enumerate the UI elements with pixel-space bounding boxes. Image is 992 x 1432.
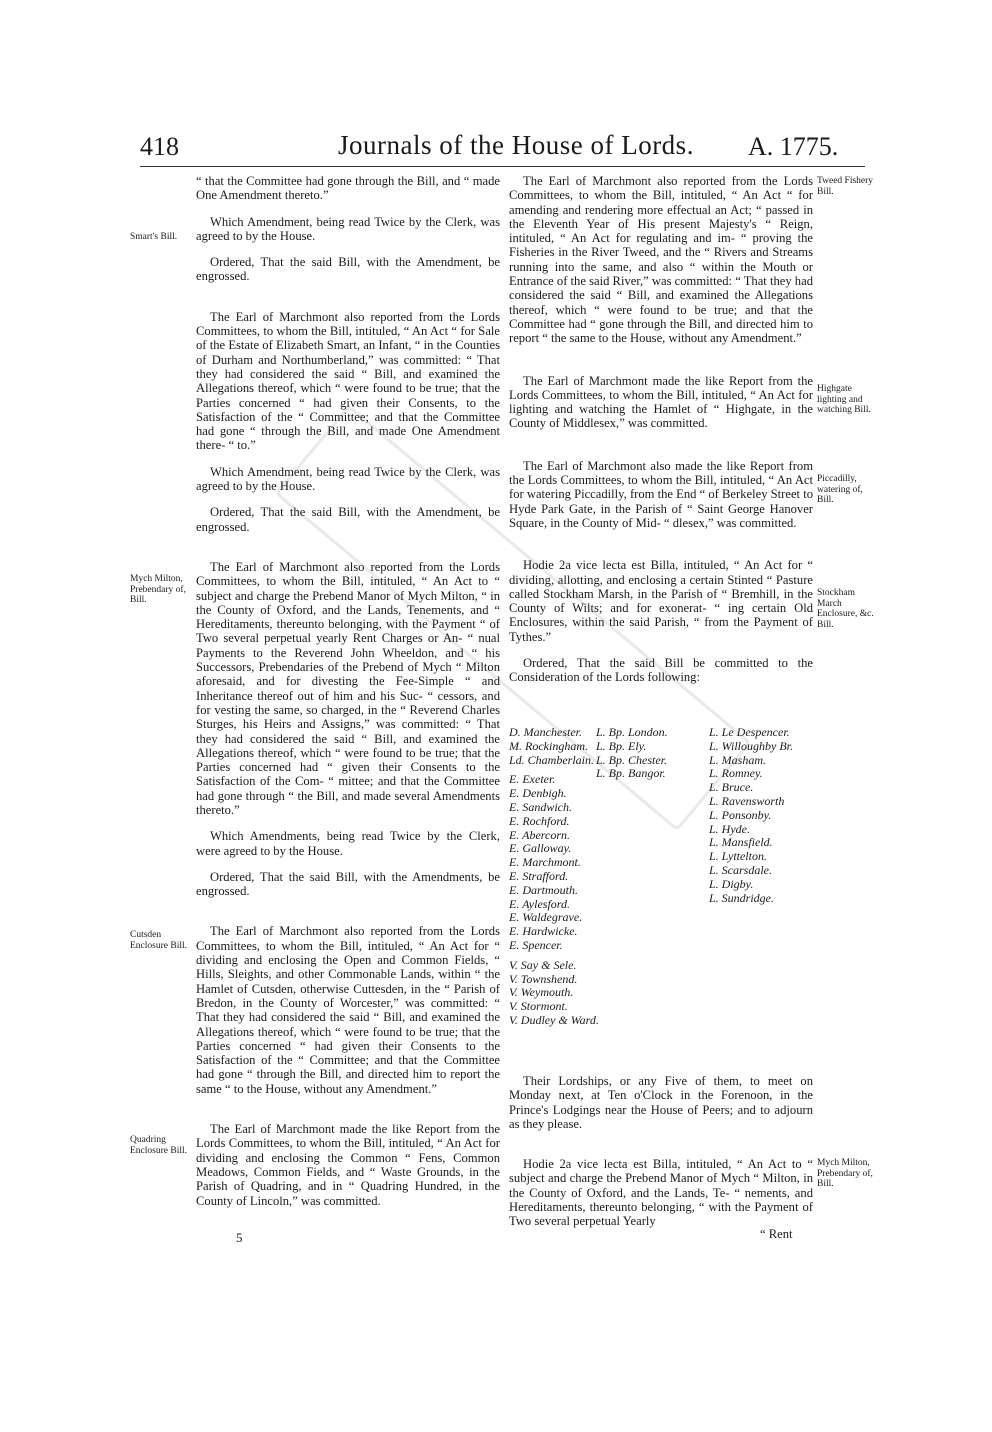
- lord-entry: D. Manchester.: [509, 725, 582, 739]
- paragraph: The Earl of Marchmont made the like Report from the Lords Committees, to whom the Bill, intituled, “ An Act for dividing and enclosing the Common “ Fens, Common Meadows, Common Fields, and “ Waste Grounds, in the Parish of Quadring, and in “ Quadring Hundred, in the County of Lincoln,” was committed.: [196, 1122, 500, 1208]
- paragraph: “ that the Committee had gone through the Bill, and “ made One Amendment thereto.”: [196, 174, 500, 203]
- margin-note-smart: Smart's Bill.: [130, 232, 178, 242]
- paragraph: Ordered, That the said Bill, with the Amendments, be engrossed.: [196, 869, 500, 899]
- lord-entry: V. Say & Sele.: [509, 957, 577, 972]
- margin-note-highgate: Highgate lighting and watching Bill.: [817, 384, 871, 415]
- margin-note-tweed: Tweed Fishery Bill.: [817, 176, 874, 197]
- page-number: 418: [140, 132, 179, 161]
- lord-entry: Ld. Chamberlain.: [509, 752, 595, 767]
- lord-entry: E. Galloway.: [509, 841, 572, 856]
- lord-entry: L. Masham.: [709, 752, 767, 767]
- lord-entry: L. Bp. Chester.: [596, 752, 668, 767]
- lord-entry: L. Sundridge.: [709, 890, 775, 905]
- header-rule: [140, 166, 865, 167]
- lord-entry: E. Spencer.: [509, 937, 563, 952]
- lord-entry: E. Waldegrave.: [509, 910, 583, 925]
- lord-entry: L. Le Despencer.: [709, 725, 790, 739]
- lord-entry: L. Ravensworth: [709, 793, 785, 808]
- right-column-continued: [509, 1074, 813, 1241]
- lord-entry: L. Romney.: [709, 766, 763, 781]
- margin-note-mych-milton: Mych Milton, Prebendary of, Bill.: [130, 574, 186, 605]
- lord-entry: E. Exeter.: [509, 772, 556, 787]
- lord-entry: V. Weymouth.: [509, 985, 574, 1000]
- lord-entry: L. Mansfield.: [709, 835, 773, 850]
- lord-entry: L. Bp. Bangor.: [596, 766, 666, 781]
- paragraph: Which Amendments, being read Twice by the Clerk, were agreed to by the House.: [196, 829, 500, 858]
- paragraph: Which Amendment, being read Twice by the Clerk, was agreed to by the House.: [196, 214, 500, 243]
- paragraph: Hodie 2a vice lecta est Billa, intituled, “ An Act for “ dividing, allotting, and enclosing a certain Stinted “ Pasture called Stockham Marsh, in the Parish of “ Bremhill, in the County of Wilts; and for exonerat- “ ing certain Old Enclosures, within the said Parish, “ from the Payment of Tythes.”: [509, 558, 813, 644]
- margin-note-quadring: Quadring Enclosure Bill.: [130, 1135, 187, 1156]
- lord-entry: L. Hyde.: [709, 821, 750, 836]
- paragraph: The Earl of Marchmont made the like Report from the Lords Committees, to whom the Bill, intituled, “ An Act for lighting and watching the Hamlet of “ Highgate, in the County of Middlesex,” was committed.: [509, 373, 813, 431]
- lord-entry: V. Stormont.: [509, 999, 568, 1014]
- paragraph: Ordered, That the said Bill, with the Amendment, be engrossed.: [196, 505, 500, 534]
- paragraph: The Earl of Marchmont also reported from the Lords Committees, to whom the Bill, intituled, “ An Act for “ dividing and enclosing the Open and Common Fields, “ Hills, Sleights, and other Commonable Lands, within “ the Hamlet of Cutsden, otherwise Cuttesden, in the “ Parish of Bredon, in the County of Worcester,” was committed: “ That they had considered the said “ Bill, and examined the Allegations thereof, which “ were found to be true; that the Parties concerned “ had given their Consents to the Satisfaction of the “ Committee; and that the Committee had gone “ through the Bill, and directed him to report the same “ to the House, without any Amendment.”: [196, 924, 500, 1096]
- margin-note-mych-milton-2: Mych Milton, Prebendary of, Bill.: [817, 1158, 873, 1189]
- lord-entry: L. Digby.: [709, 876, 754, 891]
- lord-entry: E. Hardwicke.: [509, 924, 578, 939]
- lord-entry: L. Bp. Ely.: [596, 738, 647, 753]
- lord-entry: L. Lyttelton.: [709, 849, 767, 864]
- lord-entry: L. Ponsonby.: [709, 807, 772, 822]
- lord-entry: E. Aylesford.: [509, 896, 570, 911]
- paragraph: The Earl of Marchmont also reported from the Lords Committees, to whom the Bill, intituled, “ An Act “ for Sale of the Estate of Elizabeth Smart, an Infant, “ in the Counties of Durham and Northumberland,” was committed: “ That they had considered the said “ Bill, and examined the Allegations thereof, which “ were found to be true; that the Parties concerned “ had given their Consents, to the Satisfaction of the “ Committee; and that the Committee had gone “ through the Bill, and made One Amendment there- “ to.”: [196, 309, 500, 453]
- lord-entry: E. Rochford.: [509, 813, 570, 828]
- lord-entry: L. Bruce.: [709, 780, 754, 795]
- lord-entry: L. Bp. London.: [596, 725, 668, 739]
- paragraph: Their Lordships, or any Five of them, to meet on Monday next, at Ten o'Clock in the Forenoon, in the Prince's Lodgings near the House of Peers; and to adjourn as they please.: [509, 1074, 813, 1131]
- lord-entry: E. Sandwich.: [509, 799, 572, 814]
- catchword: “ Rent: [760, 1227, 793, 1241]
- lords-column-1: [509, 726, 609, 1028]
- year: A. 1775.: [748, 132, 839, 161]
- paragraph: Ordered, That the said Bill be committed to the Consideration of the Lords following:: [509, 656, 813, 685]
- lord-entry: E. Strafford.: [509, 868, 569, 883]
- margin-note-cutsden: Cutsden Enclosure Bill.: [130, 930, 187, 951]
- left-column: [196, 174, 500, 1220]
- lord-entry: L. Willoughby Br.: [709, 738, 794, 753]
- margin-note-piccadilly: Piccadilly, watering of, Bill.: [817, 474, 863, 505]
- margin-note-stockham: Stockham March Enclosure, &c. Bill.: [817, 588, 874, 630]
- running-title: Journals of the House of Lords.: [338, 130, 694, 160]
- lord-entry: V. Townshend.: [509, 971, 578, 986]
- lord-entry: V. Dudley & Ward.: [509, 1012, 599, 1027]
- paragraph: Ordered, That the said Bill, with the Amendment, be engrossed.: [196, 255, 500, 284]
- paragraph: The Earl of Marchmont also made the like Report from the Lords Committees, to whom the Bill, intituled, “ An Act for watering Piccadilly, from the End “ of Berkeley Street to Hyde Park Gate, in the Parish of “ Saint George Hanover Square, in the County of Mid- “ dlesex,” was committed.: [509, 458, 813, 530]
- lord-entry: E. Denbigh.: [509, 786, 567, 801]
- signature-mark: 5: [236, 1230, 243, 1245]
- lord-entry: E. Abercorn.: [509, 827, 570, 842]
- lord-entry: M. Rockingham.: [509, 738, 588, 753]
- paragraph: Which Amendment, being read Twice by the Clerk, was agreed to by the House.: [196, 464, 500, 494]
- lord-entry: E. Marchmont.: [509, 855, 581, 870]
- lord-entry: L. Scarsdale.: [709, 862, 772, 877]
- lord-entry: E. Dartmouth.: [509, 882, 578, 897]
- paragraph: The Earl of Marchmont also reported from the Lords Committees, to whom the Bill, intituled, “ An Act “ for amending and rendering more effectual an Act; “ passed in the Eleventh Year of His present Majesty's “ Reign, intituled, “ An Act for regulating and im- “ proving the Fisheries in the River Tweed, and the “ Rivers and Streams running into the same, and also “ within the Mouth or Entrance of the said River,” was committed: “ That they had considered the said “ Bill, and examined the Allegations thereof, which “ were found to be true; and that the Committee had “ gone through the Bill, and directed him to report “ the same to the House, without any Amendment.”: [509, 174, 813, 346]
- paragraph: Hodie 2a vice lecta est Billa, intituled, “ An Act to “ subject and charge the Prebend Manor of Mych “ Milton, in the County of Oxford, and the Lands, Te- “ nements, and Hereditaments, thereunto belonging, “ with the Payment of Two several perpetual Yearly: [509, 1157, 813, 1229]
- paragraph: The Earl of Marchmont also reported from the Lords Committees, to whom the Bill, intituled, “ An Act to “ subject and charge the Prebend Manor of Mych Milton, “ in the County of Oxford, and the Lands, Tenements, and “ Hereditaments, thereunto belonging, with the Payment “ of Two several perpetual yearly Rent Charges or An- “ nual Payments to the Reverend John Wheeldon, and “ his Successors, Prebendaries of the Prebend of Mych “ Milton aforesaid, and for divesting the Fee-Simple “ and Inheritance thereof out of him and his Suc- “ cessors, and for vesting the same, so charged, in the “ Reverend Charles Sturges, his Heirs and Assigns,” was committed: “ That they had considered the said “ Bill, and examined the Allegations thereof, which “ were found to be true; that the Parties concerned had “ given their Consents to the Satisfaction of the Com- “ mittee; and that the Committee had gone through “ the Bill, and made several Amendments thereto.”: [196, 559, 500, 817]
